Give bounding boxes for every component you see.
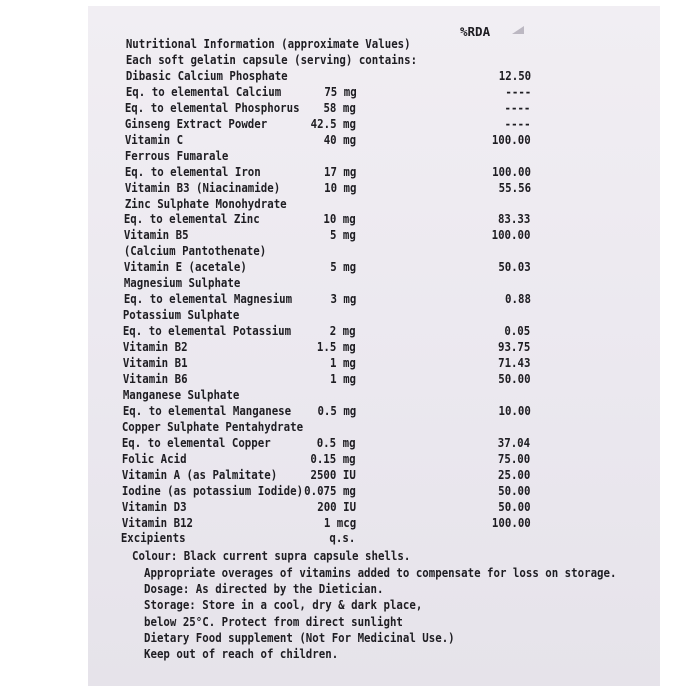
nutrient-quantity: q.s. [329,530,356,546]
nutrient-name: Eq. to elemental Phosphorus [125,99,301,115]
table-row [88,387,579,403]
table-row [88,36,580,52]
nutrient-quantity: 200 IU [316,498,356,514]
table-row [88,180,580,196]
nutrient-quantity: 2 mg [330,323,356,339]
table-row [88,419,579,435]
nutrient-rda: 50.00 [497,498,531,514]
table-row [88,116,580,132]
nutrient-name: Eq. to elemental Potassium [123,323,292,339]
nutrient-rda: 75.00 [497,450,531,466]
nutrition-label [88,6,660,686]
footer-line: Keep out of reach of children. [144,646,339,662]
nutrient-name: Excipients [121,530,186,546]
nutrient-name: Eq. to elemental Copper [122,434,271,450]
table-row [88,515,579,531]
nutrient-name: Vitamin D3 [121,498,187,514]
nutrient-name: Potassium Sulphate [123,307,240,323]
nutrient-name: Eq. to elemental Manganese [122,402,291,418]
nutrient-rda: 100.00 [491,227,531,243]
table-row [88,307,580,323]
rda-column-header: %RDA [460,24,491,39]
nutrient-rda: 100.00 [491,163,531,179]
nutrient-name: Vitamin B6 [122,370,188,386]
table-row [88,227,580,243]
footer-line: Storage: Store in a cool, dry & dark place, [144,597,423,613]
nutrient-name: Vitamin B3 (Niacinamide) [124,179,280,195]
nutrient-quantity: 2500 IU [310,466,356,482]
footer-line: Colour: Black current supra capsule shells. [132,548,411,564]
nutrient-name: Vitamin A (as Palmitate) [121,466,278,482]
nutrient-name: Nutritional Information (approximate Values) [125,36,411,51]
nutrient-name: Vitamin B12 [121,514,193,530]
nutrient-rda: 50.00 [497,482,531,498]
table-row [88,243,580,259]
table-row [88,483,579,499]
nutrient-name: Dibasic Calcium Phosphate [125,67,288,83]
table-row [88,371,579,387]
nutrient-rda: 10.00 [498,402,531,418]
nutrient-rda: 71.43 [498,355,531,370]
table-row [88,355,580,371]
table-row [88,259,580,275]
nutrient-name: Zinc Sulphate Monohydrate [124,195,287,211]
footer-line: below 25°C. Protect from direct sunlight [144,613,403,629]
nutrient-rda: 100.00 [491,131,531,147]
table-row [88,530,579,546]
table-row [88,451,579,467]
arrow-icon [512,26,524,34]
footer-line: Dietary Food supplement (Not For Medicinal Use.) [144,629,455,645]
nutrient-rda: 0.88 [504,291,531,307]
table-row [88,211,580,227]
table-row [88,339,580,355]
nutrient-name: Ferrous Fumarale [124,147,229,163]
table-row [88,52,580,68]
nutrient-name: Magnesium Sulphate [123,275,241,291]
nutrient-rda: 50.03 [498,259,531,275]
nutrient-name: Vitamin B2 [122,339,188,355]
nutrient-quantity: 0.075 mg [303,482,356,498]
nutrient-rda: 55.56 [498,179,531,195]
nutrient-rda: 25.00 [497,466,531,482]
table-row [88,164,580,180]
footer-line: Appropriate overages of vitamins added to compensate for loss on storage. [144,564,617,580]
nutrient-rda: 93.75 [498,339,531,355]
nutrient-rda: 100.00 [491,514,531,530]
nutrient-quantity: 0.5 mg [317,402,356,418]
nutrient-quantity: 5 mg [330,227,357,243]
table-row [88,499,579,515]
table-row [88,148,580,164]
nutrient-quantity: 1 mcg [323,514,356,530]
table-row [88,291,580,307]
nutrient-rda: ---- [504,83,531,99]
nutrient-quantity: 1 mg [329,370,356,386]
nutrient-rda: ---- [504,99,531,115]
nutrient-rda: 83.33 [498,211,531,227]
nutrient-quantity: 0.5 mg [316,434,356,450]
nutrient-quantity: 58 mg [323,99,357,115]
nutrient-quantity: 3 mg [330,291,356,307]
nutrient-quantity: 17 mg [323,163,357,179]
nutrient-name: Eq. to elemental Zinc [124,211,261,227]
nutrient-quantity: 40 mg [323,131,357,147]
table-row [88,275,580,291]
nutrient-quantity: 0.15 mg [310,450,356,466]
nutrient-name: Ginseng Extract Powder [125,115,268,131]
table-row [88,435,579,451]
table-row [88,467,579,483]
nutrient-rda: 50.00 [498,370,531,386]
nutrient-name: Manganese Sulphate [122,386,240,402]
nutrient-quantity: 1.5 mg [317,339,356,355]
table-row [88,68,580,84]
nutrient-name: Vitamin C [124,131,184,147]
table-row [88,323,580,339]
nutrient-quantity: 42.5 mg [310,115,357,131]
table-row [88,196,580,212]
nutrient-name: Vitamin B1 [122,355,188,370]
nutrient-name: Each soft gelatin capsule (serving) contains: [125,51,417,67]
nutrient-quantity: 1 mg [330,355,356,370]
footer-line: Dosage: As directed by the Dietician. [144,581,384,596]
nutrient-name: Vitamin B5 [124,227,189,243]
nutrient-name: (Calcium Pantothenate) [123,243,267,259]
nutrient-rda: 12.50 [498,67,531,83]
table-row [88,100,580,116]
nutrient-name: Folic Acid [121,450,187,466]
table-row [88,132,580,148]
nutrient-name: Iodine (as potassium Iodide) [121,482,303,498]
nutrient-quantity: 10 mg [323,211,357,227]
nutrient-rda: ---- [504,115,531,131]
nutrient-quantity: 10 mg [323,179,357,195]
nutrient-name: Vitamin E (acetale) [123,259,247,275]
nutrient-rda: 37.04 [498,434,531,450]
nutrient-quantity: 75 mg [323,83,357,99]
table-row [88,403,579,419]
nutrient-name: Eq. to elemental Iron [124,163,261,179]
table-row [88,84,580,100]
nutrient-rda: 0.05 [504,323,531,339]
nutrient-name: Copper Sulphate Pentahydrate [122,418,304,434]
nutrient-quantity: 5 mg [330,259,357,275]
nutrient-name: Eq. to elemental Calcium [125,83,281,99]
nutrient-name: Eq. to elemental Magnesium [123,291,292,307]
